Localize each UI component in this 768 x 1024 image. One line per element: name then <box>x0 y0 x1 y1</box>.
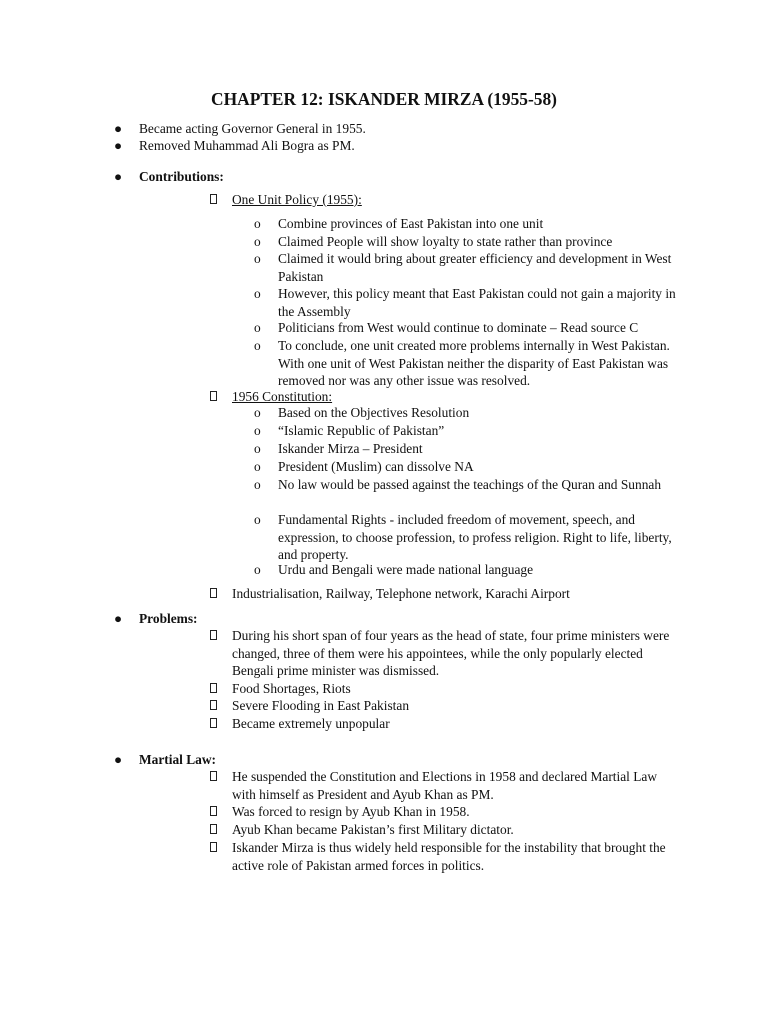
point-text: To conclude, one unit created more problems internally in West Pakistan. With one unit of West Pakistan neither the disparity of East Pakistan was removed nor was any other issue was resolved. <box>278 338 670 389</box>
point-text: Fundamental Rights - included freedom of movement, speech, and expression, to choose profession, to profess religion. Right to life, liberty, and property. <box>278 512 672 563</box>
point-text: Politicians from West would continue to dominate – Read source C <box>278 320 639 335</box>
checkbox-icon <box>210 842 217 852</box>
circle-bullet-icon: o <box>254 423 261 438</box>
list-item-text: Removed Muhammad Ali Bogra as PM. <box>139 138 355 153</box>
circle-bullet-icon: o <box>254 234 261 249</box>
sub-item-text: He suspended the Constitution and Elections in 1958 and declared Martial Law with himself as President and Ayub Khan as PM. <box>232 769 658 802</box>
circle-bullet-icon: o <box>254 441 261 456</box>
sub-item-text: Was forced to resign by Ayub Khan in 1958. <box>232 804 470 819</box>
bullet-icon: ● <box>114 121 123 136</box>
bullet-icon: ● <box>114 138 123 153</box>
circle-bullet-icon: o <box>254 459 261 474</box>
bullet-icon: ● <box>114 611 123 626</box>
circle-bullet-icon: o <box>254 338 261 353</box>
sub-item-text: During his short span of four years as the head of state, four prime ministers were changed, three of them were his appointees, while the only popularly elected Bengali prime minister was dismissed. <box>232 628 670 679</box>
circle-bullet-icon: o <box>254 562 261 577</box>
point-text: President (Muslim) can dissolve NA <box>278 459 474 474</box>
checkbox-icon <box>210 824 217 834</box>
sub-item-text: Severe Flooding in East Pakistan <box>232 698 410 713</box>
page-title: CHAPTER 12: ISKANDER MIRZA (1955-58) <box>211 89 557 109</box>
circle-bullet-icon: o <box>254 320 261 335</box>
point-text: Urdu and Bengali were made national language <box>278 562 534 577</box>
point-text: No law would be passed against the teachings of the Quran and Sunnah <box>278 477 662 492</box>
circle-bullet-icon: o <box>254 286 261 301</box>
checkbox-icon <box>210 718 217 728</box>
circle-bullet-icon: o <box>254 512 261 527</box>
bullet-icon: ● <box>114 752 123 767</box>
checkbox-icon <box>210 630 217 640</box>
sub-item-label: 1956 Constitution: <box>232 389 333 404</box>
bullet-icon: ● <box>114 169 123 184</box>
point-text: “Islamic Republic of Pakistan” <box>278 423 445 438</box>
checkbox-icon <box>210 391 217 401</box>
circle-bullet-icon: o <box>254 251 261 266</box>
point-text: Claimed People will show loyalty to state rather than province <box>278 234 613 249</box>
checkbox-icon <box>210 588 217 598</box>
sub-item-text: Food Shortages, Riots <box>232 681 351 696</box>
circle-bullet-icon: o <box>254 216 261 231</box>
sub-item-label: One Unit Policy (1955): <box>232 192 362 207</box>
point-text: Iskander Mirza – President <box>278 441 423 456</box>
point-text: However, this policy meant that East Pakistan could not gain a majority in the Assembly <box>278 286 676 319</box>
checkbox-icon <box>210 194 217 204</box>
section-heading-text: Contributions: <box>139 169 224 184</box>
section-heading-text: Martial Law: <box>139 752 216 767</box>
sub-item-text: Iskander Mirza is thus widely held responsible for the instability that brought the active role of Pakistan armed forces in politics. <box>232 840 666 873</box>
list-item-text: Became acting Governor General in 1955. <box>139 121 366 136</box>
point-text: Combine provinces of East Pakistan into one unit <box>278 216 544 231</box>
checkbox-icon <box>210 700 217 710</box>
sub-item-text: Ayub Khan became Pakistan’s first Military dictator. <box>232 822 514 837</box>
checkbox-icon <box>210 806 217 816</box>
sub-item-label: Industrialisation, Railway, Telephone network, Karachi Airport <box>232 586 570 601</box>
circle-bullet-icon: o <box>254 405 261 420</box>
checkbox-icon <box>210 771 217 781</box>
point-text: Claimed it would bring about greater efficiency and development in West Pakistan <box>278 251 672 284</box>
sub-item-text: Became extremely unpopular <box>232 716 390 731</box>
circle-bullet-icon: o <box>254 477 261 492</box>
point-text: Based on the Objectives Resolution <box>278 405 470 420</box>
section-heading-text: Problems: <box>139 611 198 626</box>
checkbox-icon <box>210 683 217 693</box>
